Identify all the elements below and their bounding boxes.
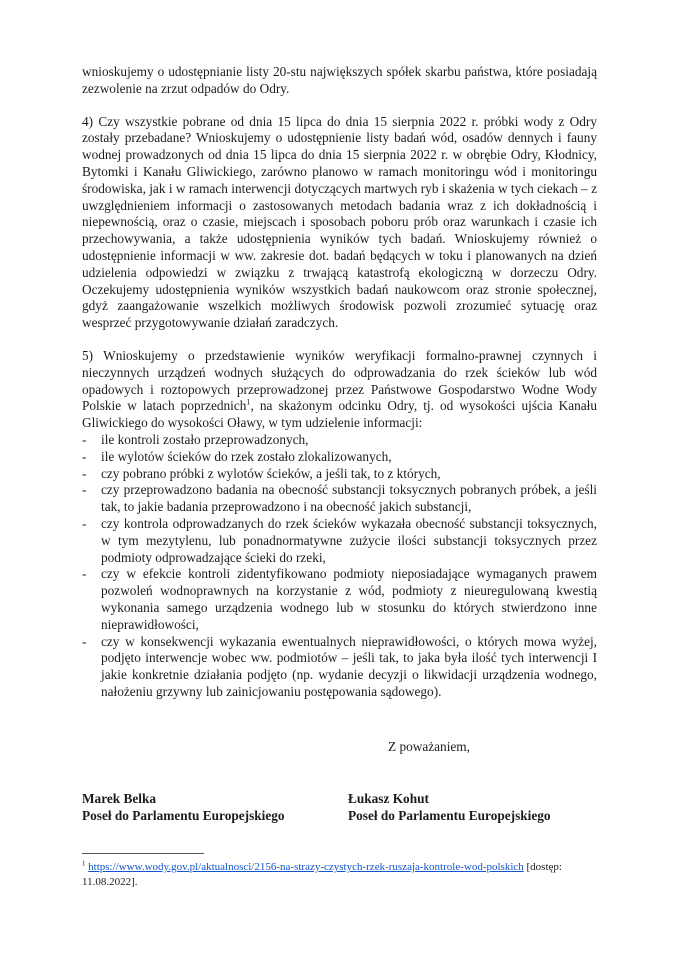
signatory-name: Łukasz Kohut [348,791,429,807]
list-item [82,432,597,449]
list-item [82,634,597,701]
bullet-dash: - [82,566,87,582]
signature-left [82,791,348,825]
list-item [82,449,597,466]
signature-block [82,791,597,825]
list-item-text: czy pobrano próbki z wylotów ścieków, a jeśli tak, to z których, [101,465,441,481]
closing-salutation: Z poważaniem, [388,738,470,754]
list-item [82,482,597,516]
footnote-access-date: [dostęp: 11.08.2022]. [82,861,562,889]
footnote-reference-marker: 1 [246,397,251,407]
bullet-dash: - [82,633,87,649]
signatory-name: Marek Belka [82,791,156,807]
signatory-title: Poseł do Parlamentu Europejskiego [348,808,551,824]
list-item-text: czy przeprowadzono badania na obecność substancji toksycznych pobranych próbek, a jeśli tak, to jakie badania przeprowadzono i na obecność jakich substancji, [101,482,597,515]
paragraph-intro: wnioskujemy o udostępnianie listy 20-stu największych spółek skarbu państwa, które posiadają zezwolenie na zrzut odpadów do Odry. [82,64,597,96]
list-item [82,516,597,566]
question-5-text-continued: , na skażonym odcinku Odry, tj. od wysokości ujścia Kanału Gliwickiego do wysokości Oławy, w tym udzielenie informacji: [82,398,597,431]
paragraph-question-4: 4) Czy wszystkie pobrane od dnia 15 lipca do dnia 15 sierpnia 2022 r. próbki wody z Odry zostały przebadane? Wnioskujemy o udostępnienie listy badań wód, osadów dennych i fauny wodnej prowadzonych od dnia 15 lipca do dnia 15 sierpnia 2022 r. w obrębie Odry, Kłodnicy, Bytomki i Kanału Gliwickiego, zarówno planowo w ramach monitoringu wód i monitoringu środowiska, jak i w ramach interwencji dotyczących martwych ryb i skażenia w tych ciekach – z uwzględnieniem informacji o zastosowanych metodach badania wraz z ich dokładnością i niepewnością, oraz o czasie, miejscach i sposobach poboru prób oraz warunkach i czasie ich przechowywania, a także udostępnienia wyników tych badań. Wnioskujemy również o udostępnienie informacji w ww. zakresie dot. badań będących w toku i planowanych na dzień udzielenia odpowiedzi w związku z trwającą katastrofą ekologiczną w dorzeczu Odry. Oczekujemy udostępnienia wyników wszystkich badań naukowcom oraz stronie społecznej, gdyż zaangażowanie wszelkich możliwych środowisk pozwoli zrozumieć sytuację oraz wesprzeć przygotowywanie działań zaradczych. [82,113,597,331]
signatory-title: Poseł do Parlamentu Europejskiego [82,808,285,824]
signature-right [348,791,597,825]
footnote [82,853,597,890]
bullet-dash: - [82,515,87,531]
list-item-text: czy w efekcie kontroli zidentyfikowano podmioty nieposiadające wymaganych prawem pozwoleń wodnoprawnych na korzystanie z wód, podmioty z nieuregulowaną kwestią wykonania samego urządzenia wodnego lub w stosunku do których stwierdzono inne nieprawidłowości, [101,566,597,632]
list-item [82,566,597,633]
paragraph-question-5 [82,348,597,432]
list-item-text: ile kontroli zostało przeprowadzonych, [101,431,309,447]
bullet-dash: - [82,482,87,498]
question-5-text: 5) Wnioskujemy o przedstawienie wyników weryfikacji formalno-prawnej czynnych i nieczynnych urządzeń wodnych służących do odprowadzania do rzek ścieków lub wód opadowych i roztopowych przeprowadzonej przez Państwowe Gospodarstwo Wodne Wody Polskie w latach poprzednich [82,347,597,414]
request-list [82,432,597,701]
footnote-separator [82,853,204,854]
footnote-link[interactable]: https://www.wody.gov.pl/aktualnosci/2156-na-strazy-czystych-rzek-ruszaja-kontrole-wod-polskich [88,861,524,874]
list-item-text: czy w konsekwencji wykazania ewentualnych nieprawidłowości, o których mowa wyżej, podjęto interwencje wobec ww. podmiotów – jeśli tak, to jaka była ilość tych interwencji I jakie konkretnie działania podjęto (np. wydanie decyzji o likwidacji urządzenia wodnego, nałożeniu grzywny lub zainicjowaniu postępowania sądowego). [101,633,597,699]
bullet-dash: - [82,465,87,481]
list-item-text: czy kontrola odprowadzanych do rzek ścieków wykazała obecność substancji toksycznych, w tym mezytylenu, lub ponadnormatywne zużycie ilości substancji toksycznych przez podmioty odprowadzające ścieki do rzeki, [101,515,597,565]
list-item [82,466,597,483]
list-item-text: ile wylotów ścieków do rzek zostało zlokalizowanych, [101,448,392,464]
footnote-marker: 1 [82,860,86,868]
bullet-dash: - [82,431,87,447]
bullet-dash: - [82,448,87,464]
